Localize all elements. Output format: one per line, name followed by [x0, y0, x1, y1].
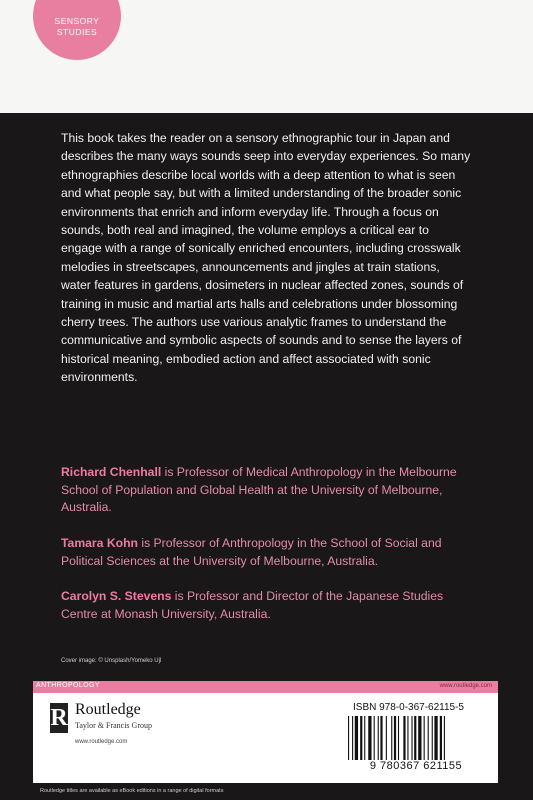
routledge-logo-icon: R	[50, 705, 68, 731]
barcode-icon	[346, 716, 486, 760]
author-bio-2	[61, 535, 481, 570]
subject-web: www.routledge.com	[439, 683, 492, 689]
author-name-3: Carolyn S. Stevens	[61, 589, 172, 603]
series-badge	[33, 0, 121, 60]
author-bio-text-2: is Professor of Anthropology in the School of Social and Political Sciences at the University of Melbourne, Australia.	[61, 536, 442, 568]
author-bio-text-1: is Professor of Medical Anthropology in the Melbourne School of Population and Global Health at the University of Melbourne, Australia.	[61, 465, 457, 514]
barcode-number: 9 780367 621155	[369, 760, 463, 772]
cover-top-band	[0, 0, 533, 113]
publisher-subtitle: Taylor & Francis Group	[75, 721, 152, 730]
author-bio-text-3: is Professor and Director of the Japanese Studies Centre at Monash University, Australia.	[61, 589, 444, 621]
publisher-url: www.routledge.com	[75, 739, 128, 745]
cover-image-credit: Cover image: © Unsplash/Yomeko Ujl	[61, 658, 162, 664]
subject-bar	[33, 681, 498, 693]
ebook-footer: Routledge titles are available as eBook editions in a range of digital formats	[40, 788, 224, 794]
publisher-name: Routledge	[75, 701, 141, 718]
author-bio-3	[61, 588, 481, 623]
series-badge-line1: SENSORY	[54, 16, 100, 26]
series-badge-line2: STUDIES	[56, 27, 98, 37]
book-description: This book takes the reader on a sensory ethnographic tour in Japan and describes the many ways sounds seep into everyday experiences. So many ethnographies describe local worlds with a deep attention to what is seen and what people say, but with a limited understanding of the broader sonic environments that enrich and inform everyday life. Through a focus on sounds, both real and imagined, the volume employs a critical ear to engage with a range of sonically enriched encounters, including crosswalk melodies in streetscapes, announcements and jingles at train stations, water features in gardens, dosimeters in nuclear affected zones, sounds of training in music and martial arts halls and celebrations under blossoming cherry trees. The authors use various analytic frames to understand the communicative and symbolic aspects of sounds and to sense the layers of historical meaning, embodied action and affect associated with sonic environments.	[61, 131, 471, 385]
publisher-panel	[33, 681, 498, 783]
author-name-2: Tamara Kohn	[61, 536, 138, 550]
subject-label: ANTHROPOLOGY	[36, 682, 100, 689]
author-name-1: Richard Chenhall	[61, 465, 162, 479]
author-bio-1	[61, 464, 481, 517]
isbn: ISBN 978-0-367-62115-5	[353, 702, 464, 713]
